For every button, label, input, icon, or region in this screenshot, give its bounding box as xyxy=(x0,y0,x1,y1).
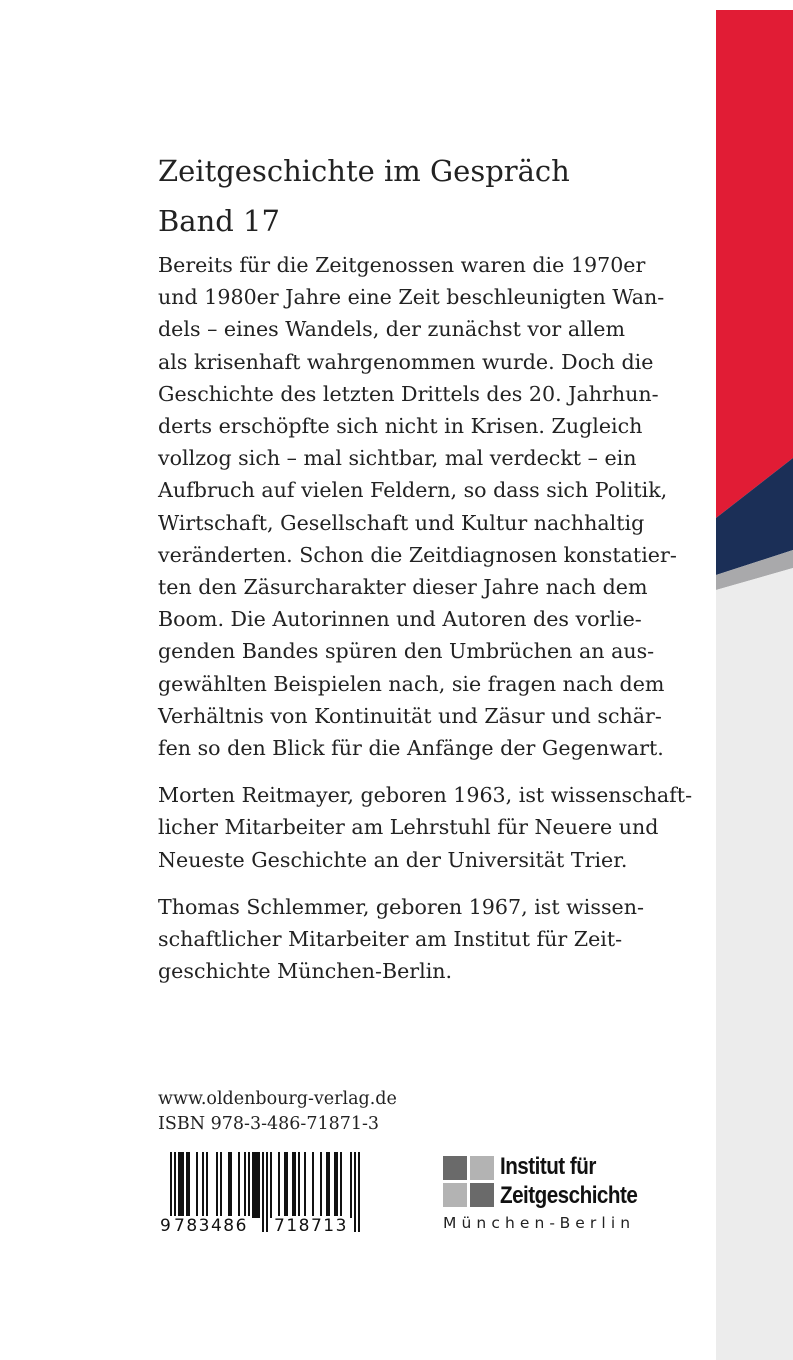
blurb-line: Bereits für die Zeitgenossen waren die 1970er xyxy=(158,253,646,277)
blurb-line: ten den Zäsurcharakter dieser Jahre nach dem xyxy=(158,575,648,600)
blurb-line: Geschichte des letzten Drittels des 20. Jahrhun- xyxy=(158,381,659,406)
barcode-bar xyxy=(244,1152,246,1218)
barcode-bar xyxy=(188,1152,190,1218)
barcode-bar xyxy=(180,1152,182,1218)
blurb-line: geschichte München-Berlin. xyxy=(158,959,453,984)
publisher-url: www.oldenbourg-verlag.de xyxy=(158,1089,397,1109)
series-title: Zeitgeschichte im Gespräch xyxy=(158,154,570,188)
blurb-line: vollzog sich – mal sichtbar, mal verdeckt – ein xyxy=(158,446,637,471)
barcode-bar xyxy=(320,1152,322,1218)
institute-name-line-1: Institut für xyxy=(500,1153,596,1180)
barcode-bar xyxy=(326,1152,328,1218)
barcode-bar xyxy=(230,1152,232,1218)
barcode-bar xyxy=(270,1152,272,1218)
barcode-digit-group-1: 783486 xyxy=(174,1216,248,1236)
barcode-bar xyxy=(254,1152,256,1218)
blurb-line: dels – eines Wandels, der zunächst vor allem xyxy=(158,317,625,342)
blurb-paragraph-1 xyxy=(158,249,692,764)
barcode-bar xyxy=(292,1152,294,1218)
isbn-text: ISBN 978-3-486-71871-3 xyxy=(158,1114,380,1134)
blurb-line: gewählten Beispielen nach, sie fragen nach dem xyxy=(158,671,665,696)
blurb-line: Neueste Geschichte an der Universität Trier. xyxy=(158,847,628,872)
barcode-bar xyxy=(266,1152,268,1232)
barcode-bar xyxy=(258,1152,260,1218)
spine-red-stripe xyxy=(716,10,793,518)
blurb-line: als krisenhaft wahrgenommen wurde. Doch die xyxy=(158,349,654,374)
series-heading xyxy=(158,146,570,246)
barcode-bar xyxy=(256,1152,258,1218)
barcode-bar xyxy=(196,1152,198,1218)
institute-squares-icon xyxy=(443,1156,495,1208)
blurb-line: Aufbruch auf vielen Feldern, so dass sich Politik, xyxy=(158,478,668,503)
series-volume: Band 17 xyxy=(158,204,280,238)
blurb-line: schaftlicher Mitarbeiter am Institut für Zeit- xyxy=(158,927,623,952)
barcode-bar xyxy=(294,1152,296,1218)
blurb-line: derts erschöpfte sich nicht in Krisen. Zugleich xyxy=(158,414,643,439)
barcode-digit-group-2: 718713 xyxy=(274,1216,348,1236)
spine-color-band xyxy=(716,0,793,1360)
blurb-line: Wirtschaft, Gesellschaft und Kultur nachhaltig xyxy=(158,510,645,535)
barcode-bar xyxy=(358,1152,360,1232)
institute-name-line-2: Zeitgeschichte xyxy=(500,1182,638,1209)
back-cover-text xyxy=(158,249,692,987)
blurb-paragraph-author-2 xyxy=(158,891,692,988)
barcode-bar xyxy=(206,1152,208,1218)
barcode-bar xyxy=(334,1152,336,1218)
blurb-line: Boom. Die Autorinnen und Autoren des vorlie- xyxy=(158,607,642,632)
barcode-bar xyxy=(228,1152,230,1218)
barcode-bar xyxy=(284,1152,286,1218)
blurb-line: licher Mitarbeiter am Lehrstuhl für Neuere und xyxy=(158,815,659,840)
barcode-bar xyxy=(262,1152,264,1232)
institute-location: München-Berlin xyxy=(443,1214,636,1232)
barcode-bar xyxy=(298,1152,300,1218)
barcode-bar xyxy=(238,1152,240,1218)
barcode-bar xyxy=(252,1152,254,1218)
barcode-bar xyxy=(248,1152,250,1218)
blurb-line: veränderten. Schon die Zeitdiagnosen konstatier- xyxy=(158,542,677,567)
blurb-line: Verhältnis von Kontinuität und Zäsur und schär- xyxy=(158,703,662,728)
barcode-bar xyxy=(328,1152,330,1218)
barcode-bar xyxy=(220,1152,222,1218)
barcode-bar xyxy=(304,1152,306,1218)
blurb-line: fen so den Blick für die Anfänge der Gegenwart. xyxy=(158,736,664,761)
barcode-bar xyxy=(312,1152,314,1218)
blurb-line: Thomas Schlemmer, geboren 1967, ist wissen- xyxy=(158,894,644,919)
barcode-bar xyxy=(178,1152,180,1218)
institute-logo xyxy=(443,1152,673,1242)
barcode-bar xyxy=(182,1152,184,1218)
barcode-bar xyxy=(216,1152,218,1218)
barcode-bar xyxy=(202,1152,204,1218)
barcode-bar xyxy=(354,1152,356,1232)
barcode-bar xyxy=(278,1152,280,1218)
barcode-bar xyxy=(350,1152,352,1218)
barcode-bar xyxy=(286,1152,288,1218)
spine-light-area xyxy=(716,568,793,1360)
barcode-bar xyxy=(186,1152,188,1218)
blurb-line: genden Bandes spüren den Umbrüchen an aus- xyxy=(158,639,655,664)
barcode-bar xyxy=(336,1152,338,1218)
blurb-paragraph-author-1 xyxy=(158,779,692,876)
publisher-info xyxy=(158,1087,397,1137)
blurb-line: und 1980er Jahre eine Zeit beschleunigten Wan- xyxy=(158,285,665,310)
blurb-line: Morten Reitmayer, geboren 1963, ist wissenschaft- xyxy=(158,783,693,808)
barcode-first-digit: 9 xyxy=(160,1216,171,1236)
barcode-bar xyxy=(340,1152,342,1218)
